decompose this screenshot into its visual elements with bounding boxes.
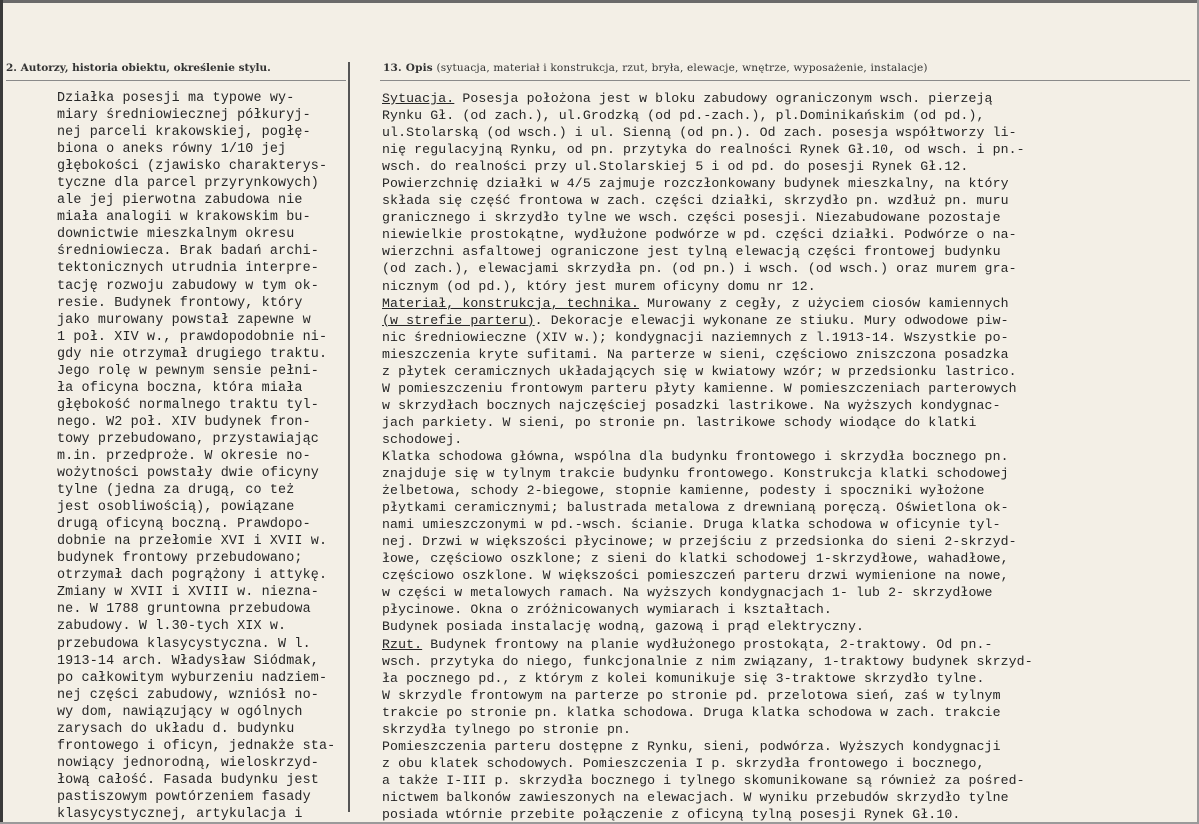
history-text-line: nego. W2 poł. XIV budynek fron- xyxy=(57,414,311,430)
description-text: Murowany z cegły, z użyciem ciosów kamiennych xyxy=(639,295,1009,311)
description-text: trakcie po stronie pn. klatka schodowa. Druga klatka schodowa w zach. trakcie xyxy=(382,704,1001,720)
history-text-line: ła oficyna boczna, która miała xyxy=(57,380,303,396)
description-text-line xyxy=(382,363,1192,380)
description-text-line xyxy=(382,124,1192,141)
history-text-line: łową całość. Fasada budynku jest xyxy=(57,772,319,788)
description-text: ła pocznego pd., z którym z kolei komunikuje się 3-traktowe skrzydło tylne. xyxy=(382,670,985,686)
history-text-line: głębokość normalnego traktu tyl- xyxy=(57,397,319,413)
description-text-line xyxy=(382,636,1192,653)
history-text-line: otrzymał dach pogrążony i attykę. xyxy=(57,568,328,584)
frame-top-border xyxy=(0,0,1199,3)
history-text-line: wożytności powstały dwie oficyny xyxy=(57,466,319,482)
history-text-line: frontowego i oficyn, jednakże sta- xyxy=(57,738,336,754)
description-text: W pomieszczeniu frontowym parteru płyty kamienne. W pomieszczeniach parterowych xyxy=(382,380,1017,396)
section-lead-label: (w strefie parteru) xyxy=(382,312,535,328)
section-13-subtitle: (sytuacja, materiał i konstrukcja, rzut, bryła, elewacje, wnętrze, wyposażenie, instalacje) xyxy=(436,62,928,74)
history-text-line: jest osobliwością), powiązane xyxy=(57,500,295,516)
description-text-line xyxy=(382,226,1192,243)
description-text-line xyxy=(382,414,1192,431)
history-text-line: budynek frontowy przebudowano; xyxy=(57,551,303,567)
history-text-line: zarysach do układu d. budynku xyxy=(57,721,295,737)
description-text-line xyxy=(382,618,1192,635)
description-text-line xyxy=(382,755,1192,772)
history-text-line: głębokości (zjawisko charakterys- xyxy=(57,159,328,175)
description-text: skrzydła tylnego po stronie pn. xyxy=(382,721,632,737)
description-text: jach parkiety. W sieni, po stronie pn. lastrikowe schody wiodące do klatki xyxy=(382,414,977,430)
history-text-line: klasycystycznej, artykulacja i xyxy=(57,806,303,822)
description-text: żelbetowa, schody 2-biegowe, stopnie kamienne, podesty i spoczniki wyłożone xyxy=(382,483,985,499)
description-text: częściowo oszklone. W większości pomieszczeń parteru drzwi wymienione na nowe, xyxy=(382,568,1009,584)
description-text-line xyxy=(382,192,1192,209)
description-text: (od zach.), elewacjami skrzydła pn. (od pn.) i wsch. (od wsch.) oraz murem gra- xyxy=(382,261,1017,277)
history-text-line: gdy nie otrzymał drugiego traktu. xyxy=(57,346,328,362)
history-text-line: przebudowa klasycystyczna. W l. xyxy=(57,636,311,652)
history-text-line: ale jej pierwotna zabudowa nie xyxy=(57,193,303,209)
description-text-line xyxy=(382,772,1192,789)
description-text: wsch. przytyka do niego, funkcjonalnie z nim związany, 1-traktowy budynek skrzyd- xyxy=(382,653,1033,669)
description-text: mieszczenia kryte sufitami. Na parterze w sieni, częściowo zniszczona posadzka xyxy=(382,346,1009,362)
history-text-line: biona o aneks równy 1/10 jej xyxy=(57,142,287,158)
description-text-line xyxy=(382,653,1192,670)
history-text-line: towy przebudowano, przystawiając xyxy=(57,431,319,447)
description-text: Pomieszczenia parteru dostępne z Rynku, sieni, podwórza. Wyższych kondygnacji xyxy=(382,738,1001,754)
description-text: Posesja położona jest w bloku zabudowy ograniczonym wsch. pierzeją xyxy=(454,91,993,106)
description-text-line xyxy=(382,721,1192,738)
description-text-line xyxy=(382,260,1192,277)
description-text-line xyxy=(382,295,1192,312)
description-text-line xyxy=(382,448,1192,465)
section-13-number: 13. Opis xyxy=(383,62,433,74)
description-text: schodowej. xyxy=(382,431,463,447)
description-text: Klatka schodowa główna, wspólna dla budynku frontowego i skrzydła bocznego pn. xyxy=(382,448,1009,464)
description-text: W skrzydle frontowym na parterze po stronie pd. przelotowa sień, zaś w tylnym xyxy=(382,687,1001,703)
description-text-line xyxy=(382,380,1192,397)
description-text-line xyxy=(382,431,1192,448)
history-text-line: tyczne dla parcel przyrynkowych) xyxy=(57,176,319,192)
description-text: w skrzydłach bocznych najczęściej posadzki lastrikowe. Na wyższych kondygnac- xyxy=(382,397,1001,413)
description-text-line xyxy=(382,329,1192,346)
description-text: z obu klatek schodowych. Pomieszczenia I p. skrzydła frontowego i bocznego, xyxy=(382,755,985,771)
section-lead-label: Sytuacja. xyxy=(382,91,455,106)
description-text-line xyxy=(382,601,1192,618)
description-text: a także I-III p. skrzydła bocznego i tylnego skomunikowane są również za pośred- xyxy=(382,772,1025,788)
description-text-line xyxy=(382,704,1192,721)
description-text-line xyxy=(382,158,1192,175)
section-2-heading: 2. Autorzy, historia obiektu, określenie stylu. xyxy=(6,62,271,74)
history-text-line: miary średniowiecznej półkuryj- xyxy=(57,108,311,124)
history-text-line: tylne (jedna za drugą, co też xyxy=(57,483,295,499)
history-text-line: m.in. przedproże. W okresie no- xyxy=(57,448,311,464)
description-text-line xyxy=(382,789,1192,806)
history-text-line: Jego rolę w pewnym sensie pełni- xyxy=(57,363,319,379)
description-text: granicznego i skrzydło tylne we wsch. części posesji. Niezabudowane pozostaje xyxy=(382,210,1001,226)
description-text-line xyxy=(382,738,1192,755)
history-text-line: jako murowany powstał zapewne w xyxy=(57,312,311,328)
description-text-line xyxy=(382,90,1192,107)
description-text: płytkami ceramicznymi; balustrada metalowa z drewnianą poręczą. Oświetlona ok- xyxy=(382,500,1009,516)
description-text-line xyxy=(382,482,1192,499)
history-text-line: downictwie mieszkalnym okresu xyxy=(57,227,295,243)
description-text-line xyxy=(382,687,1192,704)
description-text: nej. Drzwi w większości płycinowe; w przejściu z przedsionka do sieni 2-skrzyd- xyxy=(382,534,1017,550)
history-text-line: ne. W 1788 gruntowna przebudowa xyxy=(57,602,311,618)
description-text-line xyxy=(382,499,1192,516)
description-text-line xyxy=(382,465,1192,482)
description-text-line xyxy=(382,312,1192,329)
frame-left-border xyxy=(0,0,3,824)
history-text-line: dobnie na przełomie XVI i XVII w. xyxy=(57,534,328,550)
description-text-line xyxy=(382,141,1192,158)
history-text-line: średniowiecza. Brak badań archi- xyxy=(57,244,319,260)
history-text-line: drugą oficyną boczną. Prawdopo- xyxy=(57,517,311,533)
history-text-column xyxy=(57,90,349,823)
description-text-line xyxy=(382,550,1192,567)
history-text-line: tektonicznych utrudnia interpre- xyxy=(57,261,319,277)
description-text: z płytek ceramicznych układających się w kwiatowy wzór; w przedsionku lastrico. xyxy=(382,363,1017,379)
history-text-line: pastiszowym powtórzeniem fasady xyxy=(57,789,311,805)
section-lead-label: Rzut. xyxy=(382,636,423,652)
description-text-line xyxy=(382,516,1192,533)
history-text-line: po całkowitym wyburzeniu nadziem- xyxy=(57,670,328,686)
description-text-column xyxy=(382,90,1192,823)
history-text-line: tację rozwoju zabudowy w tym ok- xyxy=(57,278,319,294)
description-text: znajduje się w tylnym trakcie budynku frontowego. Konstrukcja klatki schodowej xyxy=(382,466,1009,482)
description-text-line xyxy=(382,806,1192,823)
description-text: nicznym (od pd.), który jest murem oficyny domu nr 12. xyxy=(382,278,816,294)
description-text-line xyxy=(382,107,1192,124)
description-text-line xyxy=(382,243,1192,260)
description-text: Budynek posiada instalację wodną, gazową i prąd elektryczny. xyxy=(382,619,865,635)
heading-rule-right xyxy=(380,80,1190,81)
description-text-line xyxy=(382,567,1192,584)
description-text-line xyxy=(382,533,1192,550)
history-text-line: nowiący jednorodną, wieloskrzyd- xyxy=(57,755,319,771)
history-text-line: Zmiany w XVII i XVIII w. niezna- xyxy=(57,585,319,601)
description-text: nami umieszczonymi w pd.-wsch. ścianie. Druga klatka schodowa w oficynie tyl- xyxy=(382,517,1001,533)
description-text: nictwem balkonów zawieszonych na elewacjach. W wyniku przebudów skrzydło tylne xyxy=(382,789,1009,805)
description-text: łowe, częściowo oszklone; z sieni do klatki schodowej 1-skrzydłowe, wahadłowe, xyxy=(382,551,1009,567)
description-text-line xyxy=(382,346,1192,363)
description-text: niewielkie prostokątne, wydłużone podwórze w pd. części działki. Podwórze o na- xyxy=(382,227,1017,243)
description-text: płycinowe. Okna o zróżnicowanych wymiarach i kształtach. xyxy=(382,602,832,618)
description-text-line xyxy=(382,584,1192,601)
history-text-line: 1913-14 arch. Władysław Siódmak, xyxy=(57,653,319,669)
history-text-line: miała analogii w krakowskim bu- xyxy=(57,210,311,226)
description-text: posiada wtórnie przebite połączenie z oficyną tylną posesji Rynek Gł.10. xyxy=(382,806,961,822)
description-text: Budynek frontowy na planie wydłużonego prostokąta, 2-traktowy. Od pn.- xyxy=(422,636,993,652)
description-text: Rynku Gł. (od zach.), ul.Grodzką (od pd.-zach.), pl.Dominikańskim (od pd.), xyxy=(382,108,985,124)
description-text-line xyxy=(382,209,1192,226)
description-text-line xyxy=(382,670,1192,687)
description-text: nic średniowieczne (XIV w.); kondygnacji naziemnych z l.1913-14. Wszystkie po- xyxy=(382,329,1009,345)
history-text-line: Działka posesji ma typowe wy- xyxy=(57,91,295,106)
description-text-line xyxy=(382,397,1192,414)
section-lead-label: Materiał, konstrukcja, technika. xyxy=(382,295,640,311)
description-text: ul.Stolarską (od wsch.) i ul. Sienną (od pn.). Od zach. posesja współtworzy li- xyxy=(382,125,1017,141)
history-text-line: 1 poł. XIV w., prawdopodobnie ni- xyxy=(57,329,328,345)
description-text: wierzchni asfaltowej ograniczone jest tylną elewacją części frontowej budynku xyxy=(382,244,1001,260)
description-text: wsch. do realności przy ul.Stolarskiej 5 i od pd. do posesji Rynek Gł.12. xyxy=(382,159,969,175)
section-13-heading xyxy=(383,62,928,74)
description-text: Powierzchnię działki w 4/5 zajmuje rozczłonkowany budynek mieszkalny, na który xyxy=(382,176,1009,192)
description-text: nię regulacyjną Rynku, od pn. przytyka do realności Rynek Gł.10, od wsch. i pn.- xyxy=(382,142,1025,158)
description-text: w części w metalowych ramach. Na wyższych kondygnacjach 1- lub 2- skrzydłowe xyxy=(382,585,993,601)
history-text-line: zabudowy. W l.30-tych XIX w. xyxy=(57,619,287,635)
history-text-line: nej części zabudowy, wzniósł no- xyxy=(57,687,319,703)
description-text: . Dekoracje elewacji wykonane ze stiuku. Mury odwodowe piw- xyxy=(534,312,1009,328)
description-text: składa się część frontowa w zach. części działki, skrzydło pn. wzdłuż pn. muru xyxy=(382,193,1009,209)
heading-rule-left xyxy=(6,80,346,81)
description-text-line xyxy=(382,175,1192,192)
history-text-line: wy dom, nawiązujący w ogólnych xyxy=(57,704,303,720)
history-text-line: nej parceli krakowskiej, pogłę- xyxy=(57,125,311,141)
description-text-line xyxy=(382,278,1192,295)
history-text-line: resie. Budynek frontowy, który xyxy=(57,295,303,311)
